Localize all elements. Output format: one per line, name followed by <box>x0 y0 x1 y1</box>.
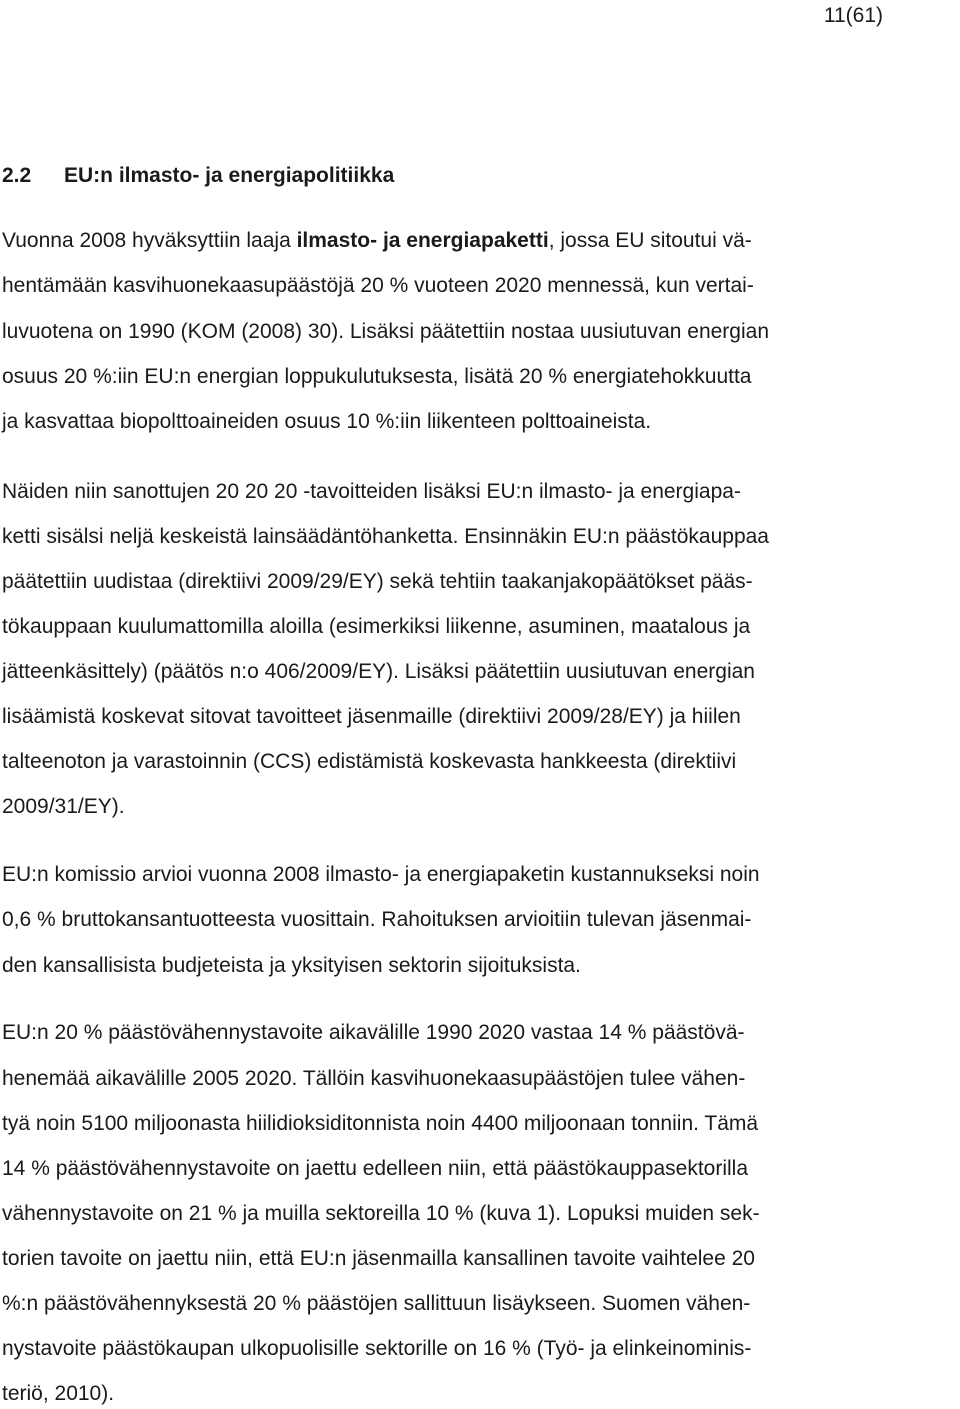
paragraph-4-line: tyä noin 5100 miljoonasta hiilidioksiditonnista noin 4400 miljoonaan tonniin. Tämä <box>2 1112 759 1135</box>
paragraph-3-line: den kansallisista budjeteista ja yksityisen sektorin sijoituksista. <box>2 954 581 977</box>
bold-term: ilmasto- ja energiapaketti <box>296 229 549 252</box>
paragraph-1-line-3: luvuotena on 1990 (KOM (2008) 30). Lisäksi päätettiin nostaa uusiutuvan energian <box>2 320 769 343</box>
paragraph-2-line: Näiden niin sanottujen 20 20 20 -tavoitteiden lisäksi EU:n ilmasto- ja energiapa- <box>2 480 741 503</box>
paragraph-2-line: tökauppaan kuulumattomilla aloilla (esimerkiksi liikenne, asuminen, maatalous ja <box>2 615 751 638</box>
paragraph-4-line: vähennystavoite on 21 % ja muilla sektoreilla 10 % (kuva 1). Lopuksi muiden sek- <box>2 1202 760 1225</box>
paragraph-1-line-5: ja kasvattaa biopolttoaineiden osuus 10 %:iin liikenteen polttoaineista. <box>2 410 652 433</box>
paragraph-2-line: ketti sisälsi neljä keskeistä lainsäädäntöhanketta. Ensinnäkin EU:n päästökauppaa <box>2 525 769 548</box>
paragraph-4-line: %:n päästövähennyksestä 20 % päästöjen sallittuun lisäykseen. Suomen vähen- <box>2 1292 751 1315</box>
paragraph-1-line-1: Vuonna 2008 hyväksyttiin laaja ilmasto- ja energiapaketti, jossa EU sitoutui vä- <box>2 229 752 252</box>
paragraph-4-line: nystavoite päästökaupan ulkopuolisille sektorille on 16 % (Työ- ja elinkeinominis- <box>2 1337 752 1360</box>
page-number: 11(61) <box>823 4 883 27</box>
paragraph-2-line: päätettiin uudistaa (direktiivi 2009/29/EY) sekä tehtiin taakanjakopäätökset pääs- <box>2 570 753 593</box>
paragraph-4-line: EU:n 20 % päästövähennystavoite aikavälille 1990 2020 vastaa 14 % päästövä- <box>2 1021 745 1044</box>
paragraph-1-line-4: osuus 20 %:iin EU:n energian loppukulutuksesta, lisätä 20 % energiatehokkuutta <box>2 365 752 388</box>
paragraph-4-line: torien tavoite on jaettu niin, että EU:n jäsenmailla kansallinen tavoite vaihtelee 20 <box>2 1247 755 1270</box>
section-number: 2.2 <box>2 164 32 187</box>
paragraph-4-line: 14 % päästövähennystavoite on jaettu edelleen niin, että päästökauppasektorilla <box>2 1157 749 1180</box>
paragraph-3-line: 0,6 % bruttokansantuotteesta vuosittain. Rahoituksen arvioitiin tulevan jäsenmai- <box>2 908 752 931</box>
paragraph-4-line: teriö, 2010). <box>2 1382 115 1405</box>
paragraph-1-line-2: hentämään kasvihuonekaasupäästöjä 20 % vuoteen 2020 mennessä, kun vertai- <box>2 274 754 297</box>
paragraph-2-line: 2009/31/EY). <box>2 795 125 818</box>
paragraph-2-line: lisäämistä koskevat sitovat tavoitteet jäsenmaille (direktiivi 2009/28/EY) ja hiilen <box>2 705 741 728</box>
paragraph-2-line: talteenoton ja varastoinnin (CCS) edistämistä koskevasta hankkeesta (direktiivi <box>2 750 737 773</box>
paragraph-4-line: henemää aikavälille 2005 2020. Tällöin kasvihuonekaasupäästöjen tulee vähen- <box>2 1067 746 1090</box>
section-heading <box>2 161 394 191</box>
paragraph-2-line: jätteenkäsittely) (päätös n:o 406/2009/EY). Lisäksi päätettiin uusiutuvan energian <box>2 660 755 683</box>
section-title: EU:n ilmasto- ja energiapolitiikka <box>64 164 395 187</box>
paragraph-3-line: EU:n komissio arvioi vuonna 2008 ilmasto- ja energiapaketin kustannukseksi noin <box>2 863 760 886</box>
